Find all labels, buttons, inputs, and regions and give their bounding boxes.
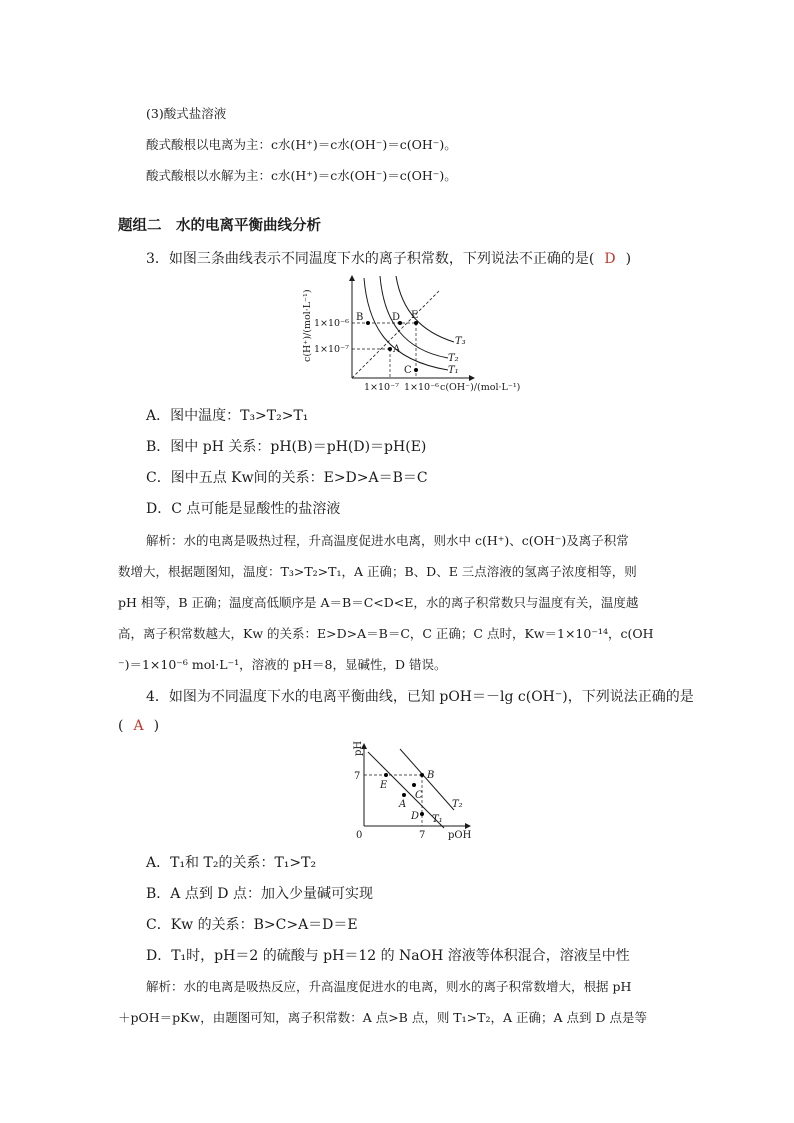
point-label-c: C xyxy=(404,365,412,376)
point-label-a: A xyxy=(393,344,401,355)
point-label-d: D xyxy=(411,811,420,822)
figure-q4-graph xyxy=(340,740,480,840)
point-label-e: E xyxy=(380,780,388,791)
point-b xyxy=(366,321,370,325)
answer-bracket: ( A ) xyxy=(118,718,160,734)
option-b: B．A 点到 D 点：加入少量碱可实现 xyxy=(146,886,373,902)
option-b: B．图中 pH 关系：pH(B)＝pH(D)＝pH(E) xyxy=(146,439,427,455)
origin-label: 0 xyxy=(356,830,363,840)
point-e xyxy=(384,773,388,777)
point-d xyxy=(420,812,424,816)
point-b xyxy=(420,773,424,777)
answer-mark: D xyxy=(604,251,616,267)
curve-t3 xyxy=(396,276,454,342)
question-4-stem: 4．如图为不同温度下水的电离平衡曲线，已知 pOH＝－lg c(OH⁻)，下列说法正确的是 xyxy=(146,689,694,705)
x-tick-label: 1×10⁻⁶ xyxy=(404,382,439,393)
point-label-b: B xyxy=(356,312,364,323)
option-d: D．C 点可能是显酸性的盐溶液 xyxy=(146,501,341,517)
point-label-c: C xyxy=(415,790,423,801)
curve-label-t1: T₁ xyxy=(448,365,459,376)
curve-label-t3: T₃ xyxy=(455,336,466,347)
point-label-d: D xyxy=(392,312,401,323)
analysis-line: ⁻)＝1×10⁻⁶ mol·L⁻¹，溶液的 pH＝8，显碱性，D 错误。 xyxy=(118,657,447,672)
text-line: 酸式酸根以水解为主：c水(H⁺)＝c水(OH⁻)＝c(OH⁻)。 xyxy=(146,168,457,183)
analysis-line: ＋pOH＝pKw，由题图可知，离子积常数：A 点>B 点，则 T₁>T₂，A 正确；A 点到 D 点是等 xyxy=(118,1010,647,1025)
point-label-e: E xyxy=(411,310,419,321)
curve-label-t2: T₂ xyxy=(448,353,459,364)
analysis-line: 数增大，根据题图知，温度：T₃>T₂>T₁，A 正确；B、D、E 三点溶液的氢离子浓度相等，则 xyxy=(118,564,637,579)
x-axis-label: c(OH⁻)/(mol·L⁻¹) xyxy=(440,382,521,393)
y-tick-label: 1×10⁻⁷ xyxy=(314,344,349,355)
point-a xyxy=(388,347,392,351)
point-label-b: B xyxy=(427,770,435,781)
point-c xyxy=(414,368,418,372)
x-tick-label: 7 xyxy=(419,830,426,840)
y-axis-label: pH xyxy=(353,740,364,756)
option-c: C．Kw 的关系：B>C>A＝D＝E xyxy=(146,917,358,933)
group-title: 题组二 水的电离平衡曲线分析 xyxy=(118,218,321,234)
option-c: C．图中五点 Kw间的关系：E>D>A＝B＝C xyxy=(146,470,428,486)
question-3-stem: 3．如图三条曲线表示不同温度下水的离子积常数，下列说法不正确的是( D ) xyxy=(146,251,632,267)
analysis-line: pH 相等，B 正确；温度高低顺序是 A＝B＝C<D<E，水的离子积常数只与温度有关，温度越 xyxy=(118,595,639,610)
option-a: A．图中温度：T₃>T₂>T₁ xyxy=(146,408,309,424)
point-e xyxy=(414,321,418,325)
point-a xyxy=(402,793,406,797)
analysis-line: 解析：水的电离是吸热反应，升高温度促进水的电离，则水的离子积常数增大，根据 pH xyxy=(146,979,632,994)
option-d: D．T₁时，pH＝2 的硫酸与 pH＝12 的 NaOH 溶液等体积混合，溶液呈中性 xyxy=(146,948,630,964)
figure-q3-graph xyxy=(298,272,530,394)
x-axis-label: pOH xyxy=(448,830,472,840)
answer-mark: A xyxy=(133,718,144,734)
y-tick-label: 1×10⁻⁶ xyxy=(314,318,349,329)
subsection-heading: (3)酸式盐溶液 xyxy=(146,106,227,121)
point-label-a: A xyxy=(399,799,407,810)
analysis-line: 解析：水的电离是吸热过程，升高温度促进水电离，则水中 c(H⁺)、c(OH⁻)及离子积常 xyxy=(146,533,629,548)
point-c xyxy=(412,783,416,787)
x-tick-label: 1×10⁻⁷ xyxy=(364,382,399,393)
y-axis-label: c(H⁺)/(mol·L⁻¹) xyxy=(302,289,313,362)
option-a: A．T₁和 T₂的关系：T₁>T₂ xyxy=(146,855,317,871)
curve-label-t1: T₁ xyxy=(432,814,443,825)
analysis-line: 高，离子积常数越大，Kw 的关系：E>D>A＝B＝C，C 正确；C 点时，Kw＝1×10⁻¹⁴，c(OH xyxy=(118,626,654,641)
y-tick-label: 7 xyxy=(354,771,361,782)
curve-label-t2: T₂ xyxy=(452,799,463,810)
text-line: 酸式酸根以电离为主：c水(H⁺)＝c水(OH⁻)＝c(OH⁻)。 xyxy=(146,137,457,152)
